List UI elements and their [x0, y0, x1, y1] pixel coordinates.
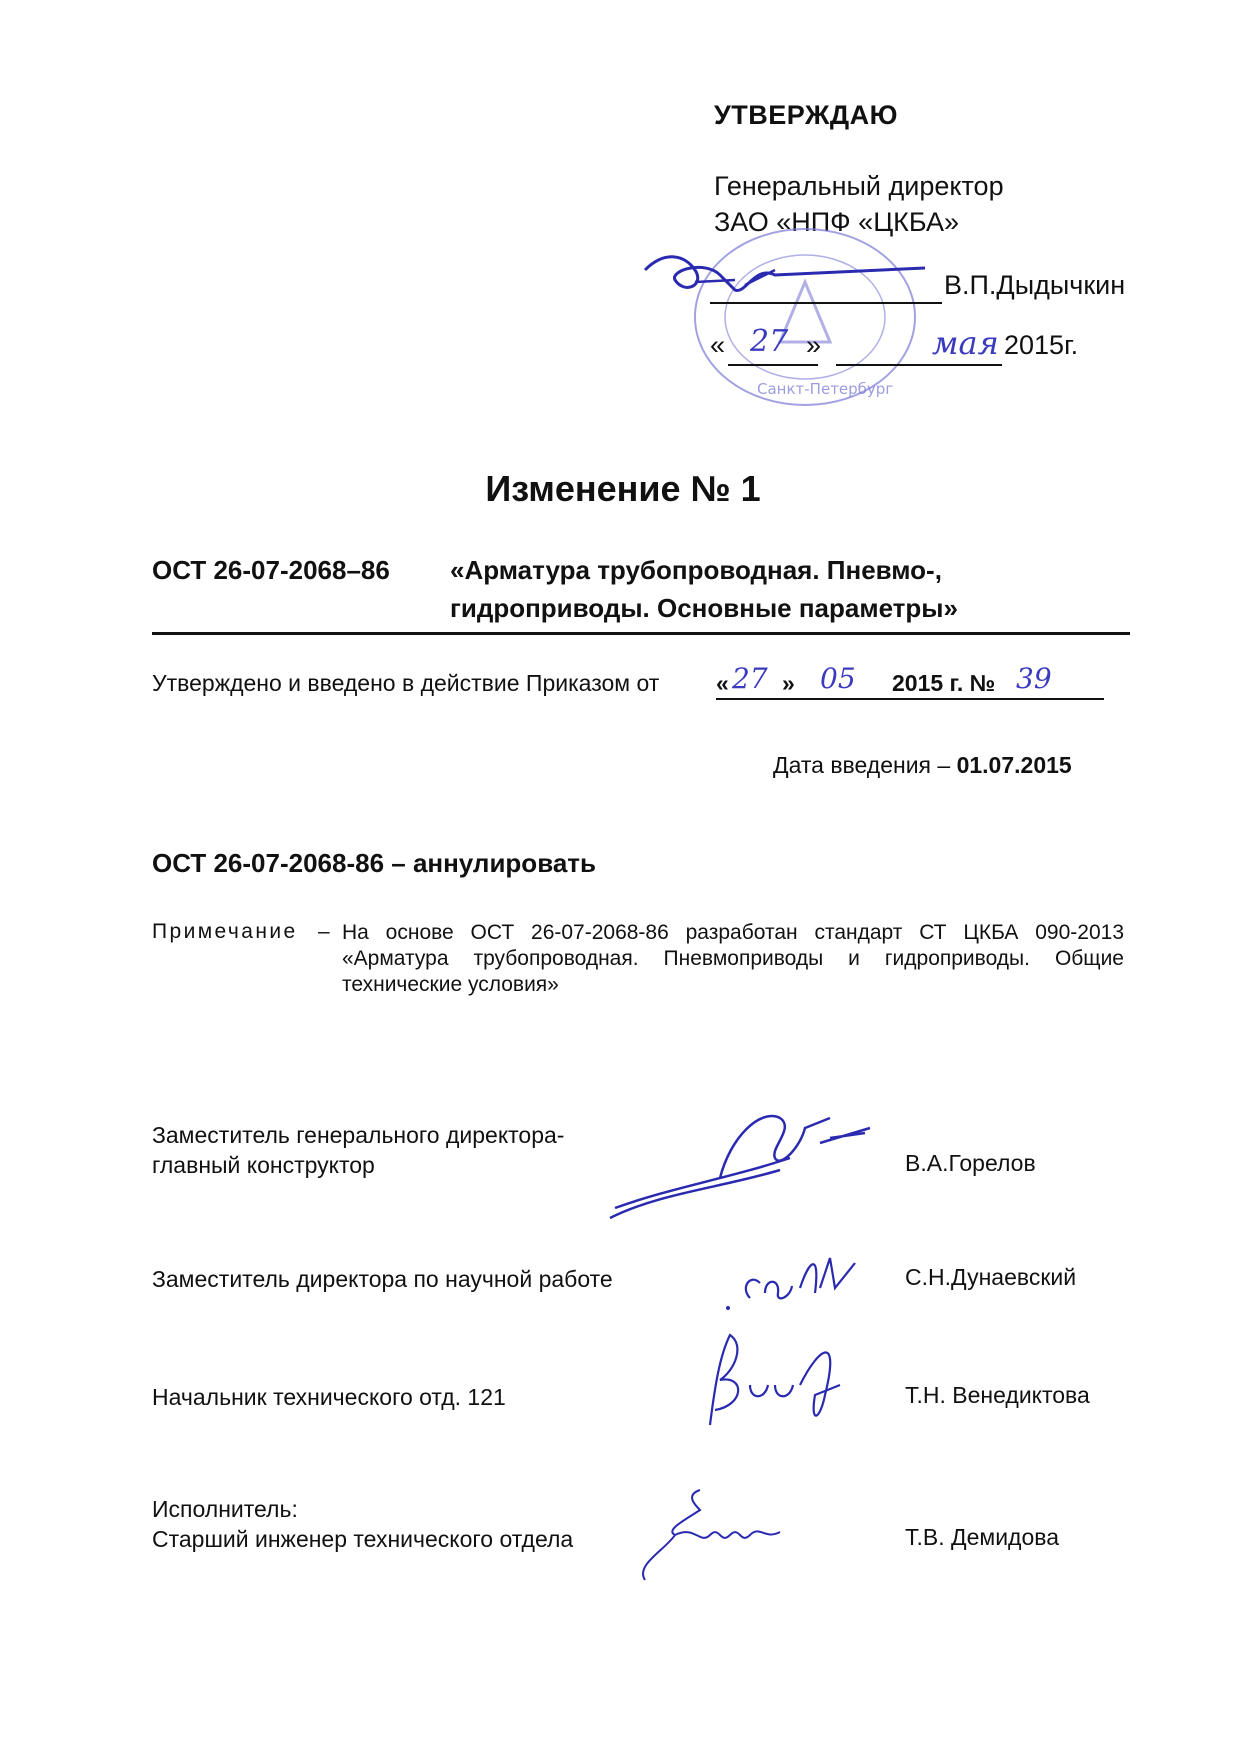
header-divider [152, 632, 1130, 635]
date-close-quote: » [806, 330, 822, 360]
order-day: 27 [732, 662, 768, 695]
order-month: 05 [820, 662, 856, 695]
signatory-name: Т.В. Демидова [905, 1524, 1060, 1550]
note-line3: технические условия» [342, 973, 559, 996]
signature-dunaevsky [720, 1238, 890, 1328]
order-year-label: 2015 г. № [892, 670, 996, 696]
signatory-name: Т.Н. Венедиктова [905, 1382, 1090, 1408]
intro-date-label: Дата введения – [773, 752, 957, 778]
note-line2: «Арматура трубопроводная. Пневмоприводы и гидроприводы. Общие [342, 947, 1124, 970]
approval-position-line1: Генеральный директор [714, 171, 1004, 201]
signatory-position-line1: Исполнитель: [152, 1496, 298, 1522]
note-dash: – [318, 920, 330, 943]
date-year: 2015г. [1004, 330, 1079, 360]
signature-line [710, 302, 942, 304]
note-label: Примечание [152, 920, 298, 943]
intro-date-value: 01.07.2015 [956, 752, 1072, 778]
signatory-position [152, 1382, 506, 1412]
standard-name-line2: гидроприводы. Основные параметры» [450, 593, 958, 623]
signature-demidova [625, 1480, 805, 1590]
signatory-position-line1: Заместитель генерального директора- [152, 1122, 565, 1148]
signatory-name: С.Н.Дунаевский [905, 1264, 1077, 1290]
signatory-position-line1: Начальник технического отд. 121 [152, 1384, 506, 1410]
signatory-position [152, 1264, 613, 1294]
document-title: Изменение № 1 [485, 468, 761, 509]
date-open-quote: « [710, 330, 726, 360]
approval-date [710, 324, 1090, 370]
date-month-line [836, 364, 1002, 366]
order-close-quote: » [782, 670, 795, 696]
order-label: Утверждено и введено в действие Приказом от [152, 670, 660, 696]
approval-title: УТВЕРЖДАЮ [714, 100, 898, 130]
date-month: мая [932, 324, 999, 362]
date-day: 27 [750, 324, 789, 359]
approval-position-line2: ЗАО «НПФ «ЦКБА» [714, 207, 960, 237]
signatory-position-line2: главный конструктор [152, 1152, 375, 1178]
signatory-position [152, 1494, 573, 1554]
standard-name-line1: «Арматура трубопроводная. Пневмо-, [450, 555, 942, 585]
cancel-statement: ОСТ 26-07-2068-86 – аннулировать [152, 848, 597, 878]
note-text [342, 920, 1124, 998]
date-day-line [728, 364, 818, 366]
order-underline [716, 698, 1104, 700]
director-signature [625, 240, 945, 320]
intro-date [773, 752, 1072, 779]
standard-code: ОСТ 26-07-2068–86 [152, 555, 390, 585]
order-open-quote: « [716, 670, 729, 696]
signatory-name: В.А.Горелов [905, 1150, 1036, 1176]
order-number: 39 [1016, 662, 1052, 695]
signature-venediktova [690, 1325, 860, 1435]
stamp-text: Санкт-Петербург [757, 380, 894, 398]
signature-gorelov [600, 1098, 890, 1228]
signatory-position [152, 1120, 564, 1180]
signatory-position-line1: Заместитель директора по научной работе [152, 1266, 613, 1292]
signatory-position-line2: Старший инженер технического отдела [152, 1526, 574, 1552]
approval-name: В.П.Дыдычкин [944, 270, 1126, 300]
order-fill [716, 662, 1106, 702]
note-line1: На основе ОСТ 26-07-2068-86 разработан стандарт СТ ЦКБА 090-2013 [342, 921, 1124, 944]
